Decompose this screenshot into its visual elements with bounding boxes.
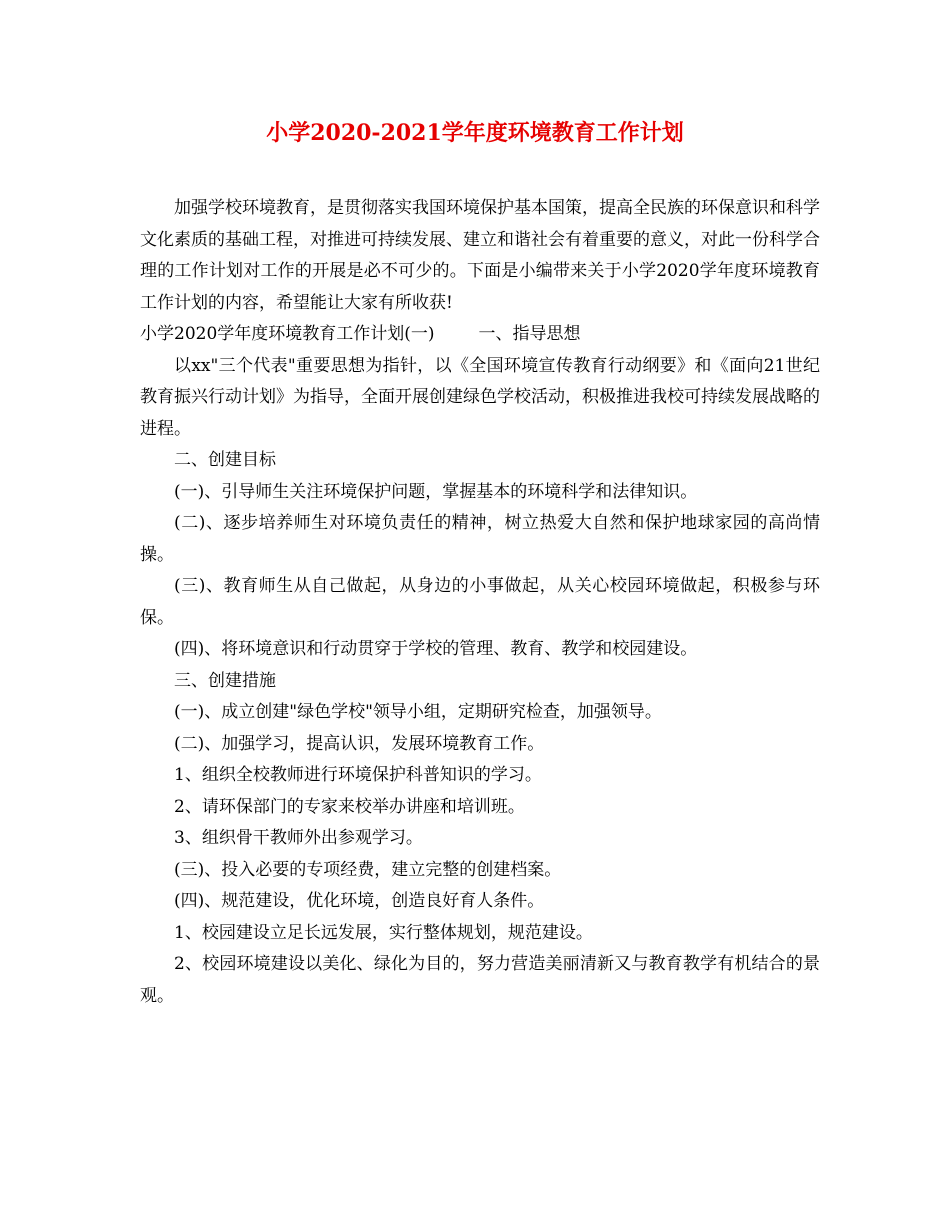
- measure-subitem-2-1: 1、组织全校教师进行环境保护科普知识的学习。: [174, 765, 542, 785]
- section-title: 小学2020学年度环境教育工作计划(一): [140, 324, 435, 344]
- measure-subitem-4-2: 2、校园环境建设以美化、绿化为目的，努力营造美丽清新又与教育教学有机结合的景观。: [140, 954, 820, 1006]
- heading-guiding-ideology: 一、指导思想: [478, 324, 581, 344]
- section-title-line: [140, 319, 820, 351]
- paragraph-guiding-ideology: 以xx"三个代表"重要思想为指针，以《全国环境宣传教育行动纲要》和《面向21世纪教育振兴行动计划》为指导，全面开展创建绿色学校活动，积极推进我校可持续发展战略的进程。: [140, 355, 820, 439]
- measure-item-3: (三)、投入必要的专项经费，建立完整的创建档案。: [174, 859, 562, 880]
- measure-subitem-2-3: 3、组织骨干教师外出参观学习。: [174, 828, 423, 848]
- measure-item-1: (一)、成立创建"绿色学校"领导小组，定期研究检查，加强领导。: [174, 702, 662, 722]
- measure-subitem-4-1: 1、校园建设立足长远发展，实行整体规划，规范建设。: [174, 922, 593, 943]
- measure-item-2: (二)、加强学习，提高认识，发展环境教育工作。: [174, 733, 545, 754]
- goal-item-2: (二)、逐步培养师生对环境负责任的精神，树立热爱大自然和保护地球家园的高尚情操。: [140, 513, 820, 565]
- measure-subitem-2-2: 2、请环保部门的专家来校举办讲座和培训班。: [174, 796, 525, 817]
- heading-creation-measures: 三、创建措施: [174, 670, 276, 691]
- goal-item-1: (一)、引导师生关注环境保护问题，掌握基本的环境科学和法律知识。: [174, 481, 698, 502]
- goal-item-3: (三)、教育师生从自己做起，从身边的小事做起，从关心校园环境做起，积极参与环保。: [140, 576, 820, 628]
- goal-item-4: (四)、将环境意识和行动贯穿于学校的管理、教育、教学和校园建设。: [174, 639, 698, 659]
- heading-creation-goals: 二、创建目标: [174, 450, 276, 470]
- document-body: [140, 193, 820, 1012]
- intro-paragraph: 加强学校环境教育，是贯彻落实我国环境保护基本国策，提高全民族的环保意识和科学文化素质的基础工程，对推进可持续发展、建立和谐社会有着重要的意义，对此一份科学合理的工作计划对工作的开展是必不可少的。下面是小编带来关于小学2020学年度环境教育工作计划的内容，希望能让大家有所收获!: [140, 198, 820, 313]
- document-title: 小学2020-2021学年度环境教育工作计划: [266, 120, 684, 146]
- measure-item-4: (四)、规范建设，优化环境，创造良好育人条件。: [174, 891, 545, 911]
